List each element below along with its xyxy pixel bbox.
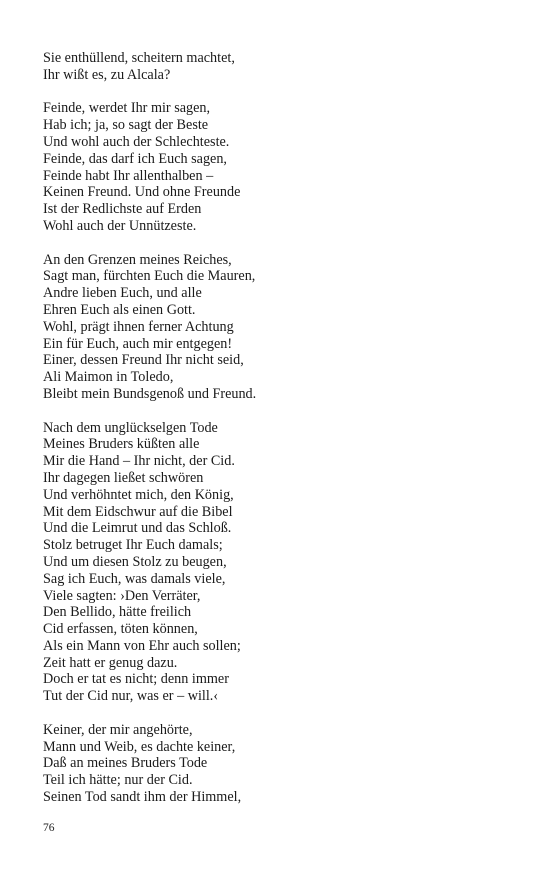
verse-line: Mann und Weib, es dachte keiner,	[43, 738, 236, 755]
verse-line: Als ein Mann von Ehr auch sollen;	[43, 637, 241, 654]
verse-line: Andre lieben Euch, und alle	[43, 285, 202, 302]
verse-line: Einer, dessen Freund Ihr nicht seid,	[43, 352, 244, 369]
verse-line: Hab ich; ja, so sagt der Beste	[43, 117, 209, 134]
verse-line: Cid erfassen, töten können,	[43, 621, 198, 638]
verse-line: Feinde, das darf ich Euch sagen,	[43, 150, 227, 167]
verse-line: Ein für Euch, auch mir entgegen!	[43, 335, 233, 352]
verse-line: Ali Maimon in Toledo,	[43, 369, 174, 386]
verse-line: Keinen Freund. Und ohne Freunde	[43, 184, 241, 201]
verse-line: An den Grenzen meines Reiches,	[43, 251, 232, 268]
verse-line: Stolz betruget Ihr Euch damals;	[43, 537, 223, 554]
verse-line: Ehren Euch als einen Gott.	[43, 301, 196, 318]
verse-line: Und um diesen Stolz zu beugen,	[43, 553, 227, 570]
verse-line: Und die Leimrut und das Schloß.	[43, 520, 232, 537]
stanza	[43, 420, 513, 706]
verse-line: Sagt man, fürchten Euch die Mauren,	[43, 268, 256, 285]
verse-line: Ihr dagegen ließet schwören	[43, 469, 204, 486]
poem-text	[43, 50, 513, 823]
verse-line: Ist der Redlichste auf Erden	[43, 201, 202, 218]
verse-line: Zeit hatt er genug dazu.	[43, 654, 178, 671]
verse-line: Bleibt mein Bundsgenoß und Freund.	[43, 385, 257, 402]
verse-line: Feinde habt Ihr allenthalben –	[43, 167, 214, 184]
stanza	[43, 50, 513, 84]
page-number: 76	[43, 822, 55, 834]
verse-line: Daß an meines Bruders Tode	[43, 755, 208, 772]
stanza	[43, 100, 513, 234]
verse-line: Wohl, prägt ihnen ferner Achtung	[43, 318, 234, 335]
verse-line: Teil ich hätte; nur der Cid.	[43, 772, 193, 789]
verse-line: Nach dem unglückselgen Tode	[43, 419, 218, 436]
verse-line: Feinde, werdet Ihr mir sagen,	[43, 100, 211, 117]
verse-line: Seinen Tod sandt ihm der Himmel,	[43, 789, 242, 806]
verse-line: Doch er tat es nicht; denn immer	[43, 671, 229, 688]
verse-line: Den Bellido, hätte freilich	[43, 604, 192, 621]
verse-line: Keiner, der mir angehörte,	[43, 721, 193, 738]
verse-line: Wohl auch der Unnützeste.	[43, 217, 197, 234]
stanza	[43, 722, 513, 806]
stanza	[43, 252, 513, 403]
verse-line: Viele sagten: ›Den Verräter,	[43, 587, 201, 604]
verse-line: Tut der Cid nur, was er – will.‹	[43, 688, 219, 705]
verse-line: Und wohl auch der Schlechteste.	[43, 133, 230, 150]
verse-line: Und verhöhntet mich, den König,	[43, 486, 234, 503]
verse-line: Sie enthüllend, scheitern machtet,	[43, 50, 235, 66]
verse-line: Ihr wißt es, zu Alcala?	[43, 66, 171, 83]
verse-line: Meines Bruders küßten alle	[43, 436, 200, 453]
verse-line: Sag ich Euch, was damals viele,	[43, 570, 226, 587]
verse-line: Mir die Hand – Ihr nicht, der Cid.	[43, 453, 235, 470]
verse-line: Mit dem Eidschwur auf die Bibel	[43, 503, 233, 520]
